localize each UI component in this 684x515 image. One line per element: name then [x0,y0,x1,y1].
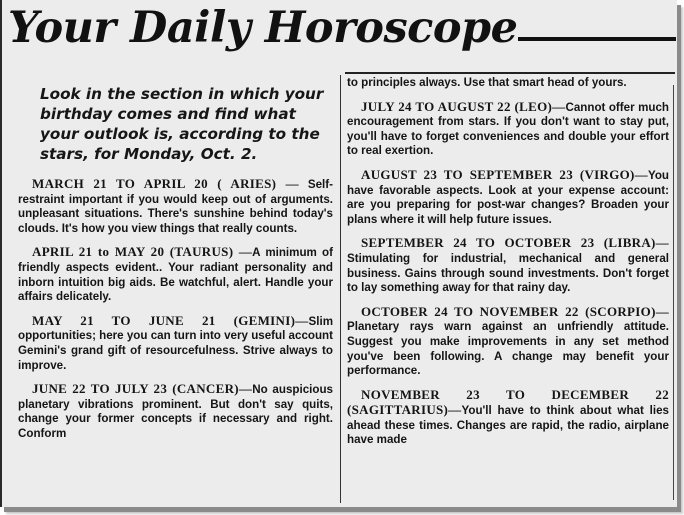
entry-body: Slim opportunities; here you can turn into very useful account Gemini's grand gift of resourcefulness. Strive always to improve. [18,314,334,372]
entry-heading: APRIL 21 to MAY 20 (TAURUS) — [32,244,253,260]
entry-body: A minimum of friendly aspects evident.. Your radiant personality and inborn intuition big aids. Be watchful, alert. Handle your affairs delicately. [18,246,333,304]
right-edge-rule [673,85,674,500]
title-rule-divider [518,37,676,41]
horoscope-entry-virgo [347,168,669,227]
entry-body: Self-restraint important if you would keep out of arguments. unpleasant situations. There's sunshine behind today's clouds. It's how you view things that really counts. [18,178,333,235]
entry-heading: SEPTEMBER 24 TO OCTOBER 23 (LIBRA)— [361,235,669,251]
horoscope-entry-taurus [18,245,333,304]
entry-heading: MAY 21 TO JUNE 21 (GEMINI)— [32,312,309,328]
masthead [8,4,676,54]
entry-heading: OCTOBER 24 TO NOVEMBER 22 (SCORPIO)— [361,303,669,319]
entry-body: Cannot offer much encouragement from stars. If you don't want to stay put, you'll have to forget conveniences and double your effort to real exertion. [347,100,669,158]
entry-body: No auspicious planetary vibrations prominent. But don't say quits, change your former concepts if necessary and right. Conform [18,383,333,440]
horoscope-entry-libra [347,236,669,295]
horoscope-entry-cancer-continued: to principles always. Use that smart head of yours. [347,76,627,89]
entry-heading: JUNE 22 TO JULY 23 (CANCER)— [32,381,253,397]
horoscope-entry-sagittarius [347,388,669,448]
horoscope-entry-scorpio [347,305,669,379]
entry-heading: JULY 24 TO AUGUST 22 (LEO)— [361,98,566,114]
entry-heading: MARCH 21 TO APRIL 20 ( ARIES) — [32,176,299,191]
entry-body: Planetary rays warn against an unfriendly attitude. Suggest you make improvements in any set method you've been following. A change may benefit your performance. [347,320,669,378]
entry-body: You have favorable aspects. Look at your expense account: are you preparing for post-war changes? Broaden your plans where it will help future issues. [347,168,669,226]
column-divider [340,75,341,503]
column-top-rule [345,72,675,74]
entry-body: You'll have to think about what lies ahead these times. Changes are rapid, the radio, airplane have made [347,404,669,447]
entry-heading: NOVEMBER 23 TO DECEMBER 22 (SAGITTARIUS)— [347,386,669,418]
entry-body: Stimulating for industrial, mechanical and general business. Gains through sound investments. Don't forget to lay something away for that rainy day. [347,251,669,295]
horoscope-entry-leo [347,100,669,159]
entry-heading: AUGUST 23 TO SEPTEMBER 23 (VIRGO)— [361,166,648,182]
horoscope-entry-aries [18,177,333,236]
page-title: Your Daily Horoscope [8,3,518,53]
horoscope-entry-gemini [18,314,333,373]
left-column [18,84,333,451]
right-column [347,76,669,457]
horoscope-entry-cancer [18,382,333,441]
intro-text: Look in the section in which your birthday comes and find what your outlook is, according to the stars, for Monday, Oct. 2. [40,85,324,163]
